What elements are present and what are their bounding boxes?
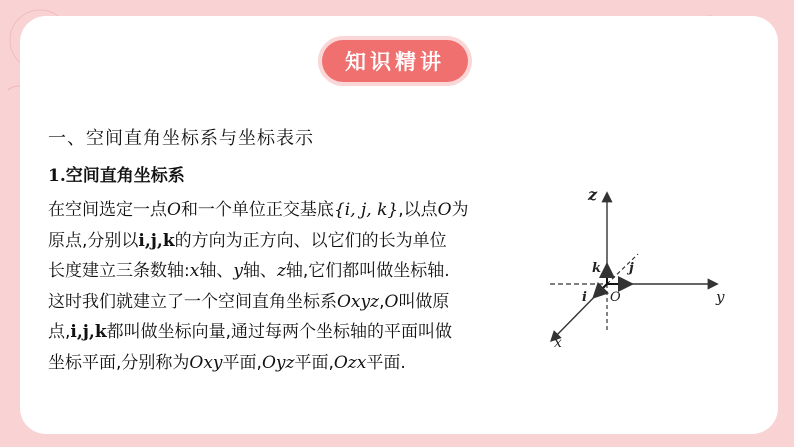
math-O: O — [384, 291, 399, 312]
math-ijk: i,j,k — [70, 322, 107, 342]
math-x: x — [189, 261, 200, 281]
text-segment: 平面, — [222, 352, 262, 373]
paragraph-line-5 — [48, 317, 538, 348]
z-axis-label: z — [588, 185, 598, 204]
math-Oyz: Oyz — [261, 352, 295, 373]
text-segment: 和一个单位正交基底 — [180, 200, 334, 220]
paragraph-line-2 — [48, 226, 538, 257]
math-Ozx: Ozx — [333, 352, 367, 373]
text-segment: , — [379, 291, 385, 312]
subsection-title: 空间直角坐标系 — [65, 166, 185, 186]
math-Oxyz: Oxyz — [337, 291, 380, 312]
paragraph-line-4 — [48, 287, 538, 318]
paragraph-line-6 — [48, 348, 538, 379]
x-axis-label: x — [554, 335, 562, 350]
math-O: O — [437, 200, 452, 220]
text-segment: 原点,分别以 — [48, 230, 139, 251]
text-segment: 坐标平面,分别称为 — [48, 352, 190, 373]
text-segment: 为 — [451, 200, 469, 220]
definition-paragraph — [48, 195, 538, 378]
text-segment: 的方向为正方向、以它们的长为单位 — [174, 230, 447, 251]
vector-i — [595, 284, 607, 296]
text-segment: 点, — [48, 322, 71, 342]
text-segment: 轴、 — [199, 261, 234, 281]
origin-label: O — [610, 290, 621, 305]
text-segment: 叫做原 — [398, 291, 450, 312]
section-heading: 一、空间直角坐标系与坐标表示 — [48, 128, 314, 149]
text-segment: 这时我们就建立了一个空间直角坐标系 — [48, 291, 337, 312]
y-axis-label: y — [716, 288, 725, 306]
math-basis: {i, j, k} — [333, 200, 399, 220]
text-segment: 平面, — [294, 352, 334, 373]
vector-k-label: k — [592, 261, 602, 276]
math-Oxy: Oxy — [189, 352, 223, 373]
paragraph-line-3 — [48, 256, 538, 287]
text-segment: 在空间选定一点 — [48, 200, 167, 220]
text-segment: 轴,它们都叫做坐标轴. — [285, 261, 450, 281]
math-O: O — [167, 200, 181, 220]
math-y: y — [233, 261, 243, 281]
subsection-heading — [48, 161, 185, 186]
text-segment: 长度建立三条数轴: — [48, 261, 190, 281]
vector-i-label: i — [582, 290, 587, 305]
math-ijk: i,j,k — [138, 230, 175, 251]
subsection-number: 1. — [48, 166, 66, 186]
coordinate-system-diagram — [540, 180, 740, 350]
text-segment: 平面. — [366, 352, 406, 373]
text-segment: ,以点 — [398, 200, 438, 220]
section-badge: 知识精讲 — [322, 40, 468, 82]
text-segment: 都叫做坐标向量,通过每两个坐标轴的平面叫做 — [106, 322, 453, 342]
math-z: z — [276, 261, 286, 281]
paragraph-line-1 — [48, 195, 538, 226]
text-segment: 轴、 — [242, 261, 277, 281]
vector-j-label: j — [629, 261, 634, 276]
